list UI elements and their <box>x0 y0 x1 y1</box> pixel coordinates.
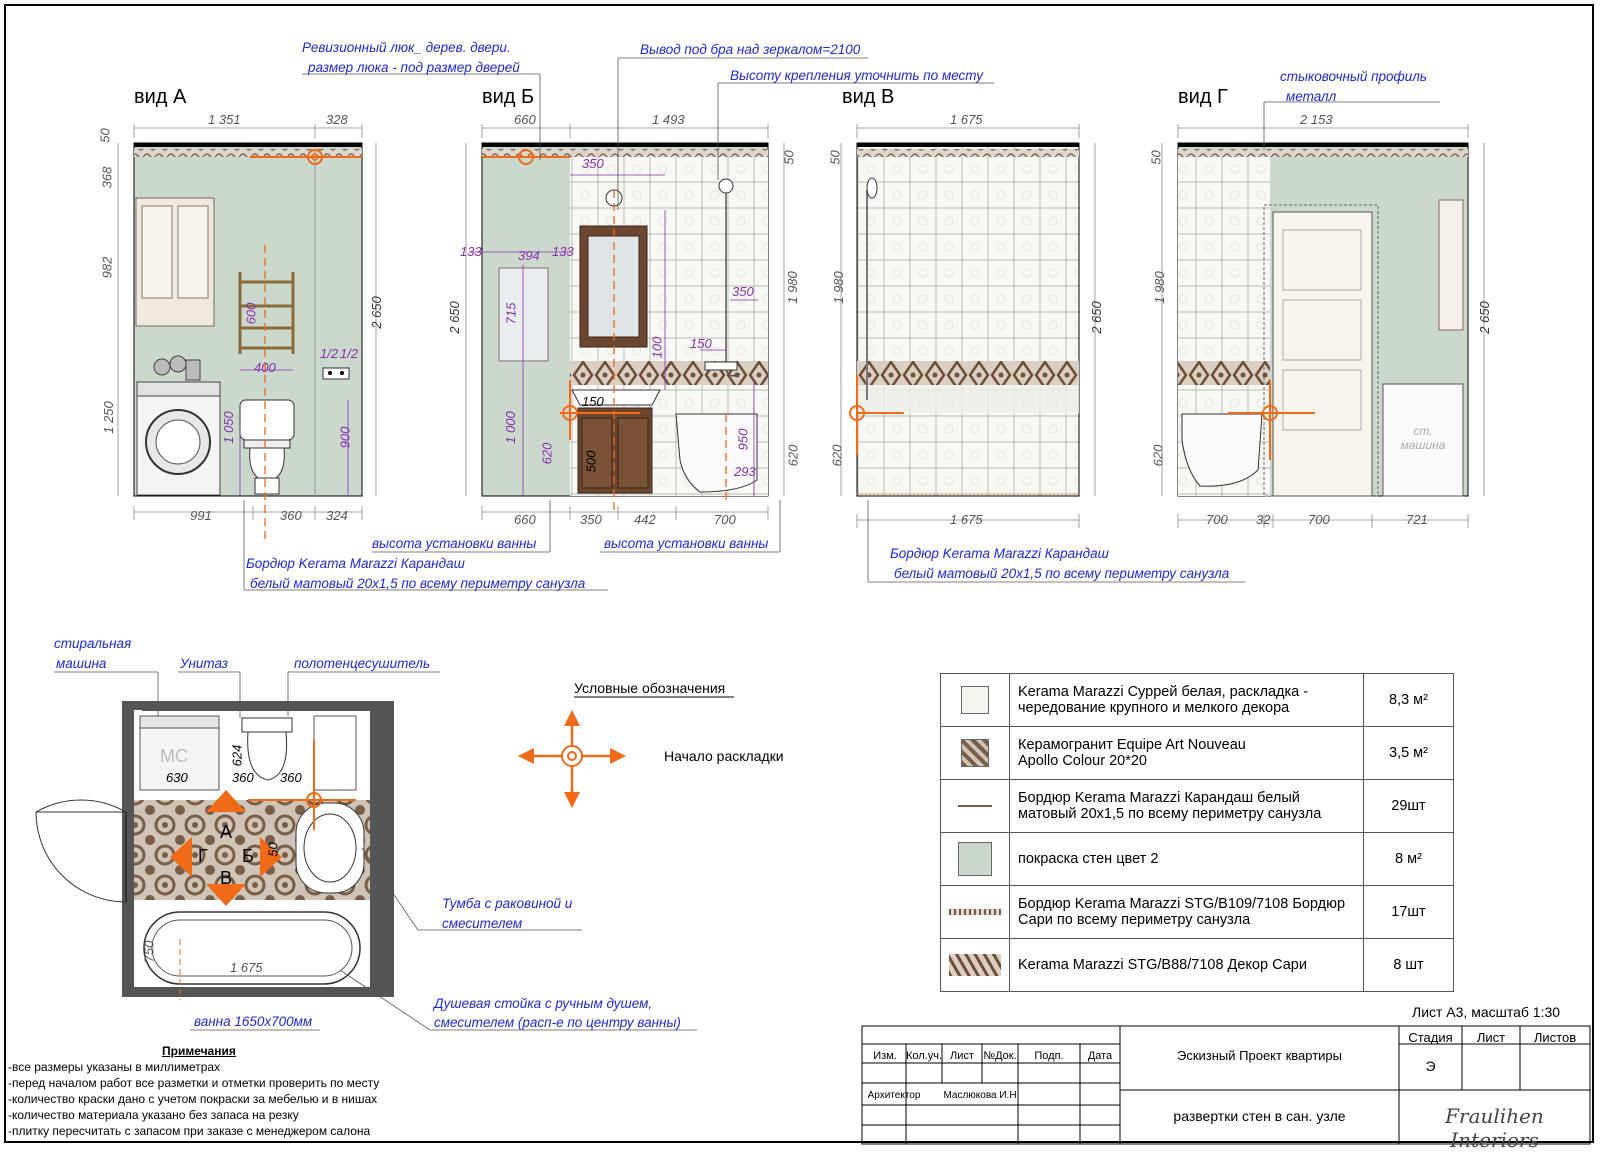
dim-label: 2 650 <box>1476 301 1492 334</box>
annotation-profile-metal: металл <box>1286 89 1337 104</box>
stamp-col: Подп. <box>1034 1050 1064 1062</box>
dim-label: 100 <box>649 336 665 359</box>
dim-label: 700 <box>714 512 736 527</box>
dim-label: 350 <box>580 512 602 527</box>
materials-table <box>940 673 1454 992</box>
note-line: -количество материала указано без запаса на резку <box>8 1108 299 1122</box>
dim-label: 630 <box>166 770 188 785</box>
plan-cabinet-label: Тумба с раковиной и <box>442 896 573 911</box>
dim-label: 50 <box>1148 150 1164 165</box>
dim-label: 600 <box>243 302 259 325</box>
material-row: Kerama Marazzi Суррей белая, раскладка - чередование крупного и мелкого декора 8,3 м² <box>941 674 1454 727</box>
sari-decor-swatch <box>949 954 1001 976</box>
stamp-role: Архитектор <box>867 1090 921 1101</box>
plan-shower-label: Душевая стойка с ручным душем, <box>434 996 653 1011</box>
dim-label: 2 650 <box>1088 301 1104 334</box>
plan-washer-label-2: машина <box>56 656 107 671</box>
material-qty: 29шт <box>1364 780 1454 833</box>
brand-logo: Fraulihen Interiors <box>1445 1104 1544 1152</box>
material-qty: 8,3 м² <box>1364 674 1454 727</box>
dim-label: 700 <box>1308 512 1330 527</box>
view-g-elevation <box>1162 124 1484 528</box>
stamp-col: №Док. <box>983 1050 1017 1062</box>
plan-bath-label: ванна 1650х700мм <box>194 1014 313 1029</box>
note-line: -плитку пересчитать с запасом при заказе с менеджером салона <box>8 1124 371 1138</box>
plan-letter-g: Г <box>198 846 208 866</box>
material-row: Бордюр Kerama Marazzi STG/B109/7108 Бордюр Сари по всему периметру санузла 17шт <box>941 886 1454 939</box>
annotation-hatch: Ревизионный люк_ дерев. двери. <box>302 40 511 55</box>
dim-label: 1 000 <box>502 411 518 444</box>
dim-label: 1 980 <box>784 271 800 304</box>
dim-label: 991 <box>190 508 212 523</box>
dim-label: 360 <box>232 770 254 785</box>
material-qty: 8 м² <box>1364 833 1454 886</box>
dim-label: 150 <box>690 336 712 351</box>
paint-swatch <box>958 842 992 876</box>
stage-header: Стадия <box>1408 1030 1453 1045</box>
bathroom-plan <box>36 672 697 1030</box>
plan-shower-label-2: смесителем (расп-е по центру ванны) <box>434 1015 681 1030</box>
plan-towel-label: полотенцесушитель <box>294 656 431 671</box>
annotation-border: Бордюр Kerama Marazzi Карандаш <box>890 546 1109 561</box>
dim-label: 360 <box>280 508 302 523</box>
dim-label: 2 650 <box>446 301 462 334</box>
dim-label: 982 <box>99 256 115 279</box>
view-a-elevation <box>118 124 376 540</box>
material-qty: 17шт <box>1364 886 1454 939</box>
dim-label: 2 650 <box>368 296 384 329</box>
dim-label: 1 980 <box>830 271 846 304</box>
dim-label: 442 <box>634 512 656 527</box>
dim-label: 620 <box>829 444 845 467</box>
stamp-author: Маслюкова И.Н <box>943 1090 1017 1101</box>
dim-label: 50 <box>97 128 113 143</box>
note-line: -перед началом работ все разметки и отметки проверить по месту <box>8 1076 380 1090</box>
plan-mc-label: МС <box>160 746 188 766</box>
plan-letter-b: Б <box>242 846 254 866</box>
legend-start-label: Начало раскладки <box>664 748 784 764</box>
pencil-border-swatch <box>958 805 992 807</box>
view-v-elevation <box>841 124 1095 528</box>
dim-label: 293 <box>734 464 756 479</box>
dim-label: 715 <box>503 302 519 325</box>
annotation-border-2: белый матовый 20х1,5 по всему периметру санузла <box>894 566 1230 581</box>
dim-label: 700 <box>1206 512 1228 527</box>
dim-label: 1 250 <box>100 401 116 434</box>
dim-label: 950 <box>735 428 751 451</box>
view-b-title: вид Б <box>482 86 535 108</box>
dim-label: 1 675 <box>950 112 983 127</box>
sheet-scale: Лист А3, масштаб 1:30 <box>1412 1004 1561 1020</box>
dim-label: 324 <box>326 508 348 523</box>
dim-label: 620 <box>1150 444 1166 467</box>
plan-cabinet-label-2: смесителем <box>442 916 523 931</box>
dim-label: 1 493 <box>652 112 685 127</box>
sari-border-swatch <box>949 909 1001 915</box>
view-v-title: вид В <box>842 86 895 108</box>
annotation-hatch-size: размер люка - под размер дверей <box>308 60 520 75</box>
material-row: Kerama Marazzi STG/B88/7108 Декор Сари 8 шт <box>941 939 1454 992</box>
annotation-border: Бордюр Kerama Marazzi Карандаш <box>246 556 465 571</box>
dim-label: 1 675 <box>950 512 983 527</box>
material-row: Бордюр Kerama Marazzi Карандаш белый матовый 20х1,5 по всему периметру санузла 29шт <box>941 780 1454 833</box>
dim-label: 1 351 <box>208 112 241 127</box>
dim-label: 350 <box>732 284 754 299</box>
sheet-header: Лист <box>1476 1030 1506 1045</box>
note-line: -количество краски дано с учетом покраски за мебелью и в нишах <box>8 1092 378 1106</box>
tile-swatch <box>961 686 989 714</box>
stamp-col: Дата <box>1087 1050 1113 1062</box>
dim-label: 360 <box>280 770 302 785</box>
stamp-col: Лист <box>950 1050 974 1062</box>
material-row: покраска стен цвет 2 8 м² <box>941 833 1454 886</box>
dim-label: 900 <box>337 426 353 449</box>
dim-label: 350 <box>582 156 604 171</box>
view-a-title: вид А <box>134 86 187 108</box>
dim-label: 400 <box>254 360 276 375</box>
material-qty: 8 шт <box>1364 939 1454 992</box>
dim-label: 1/2 <box>320 346 339 361</box>
dim-label: 660 <box>514 512 536 527</box>
dim-label: 1 675 <box>230 960 263 975</box>
dim-label: 1 980 <box>1151 271 1167 304</box>
annotation-height: Высоту крепления уточнить по месту <box>730 68 983 83</box>
dim-label: 1/2 <box>340 346 359 361</box>
annotation-bath-height: высота установки ванны <box>372 536 537 551</box>
project-title: Эскизный Проект квартиры <box>1177 1048 1342 1063</box>
material-row: Керамогранит Equipe Art Nouveau Apollo Colour 20*20 3,5 м² <box>941 727 1454 780</box>
stamp-col: Кол.уч. <box>906 1050 943 1062</box>
dim-label: 2 153 <box>1300 112 1333 127</box>
annotation-border-2: белый матовый 20х1,5 по всему периметру санузла <box>250 576 586 591</box>
plan-washer-label: стиральная <box>54 636 132 651</box>
dim-label: 750 <box>141 940 157 963</box>
dim-label: 394 <box>518 248 540 263</box>
dim-label: 328 <box>326 112 348 127</box>
dim-label: 624 <box>229 744 245 767</box>
drawing-title: развертки стен в сан. узле <box>1173 1108 1346 1124</box>
dim-label: 150 <box>582 394 604 409</box>
plan-letter-v: В <box>220 868 233 888</box>
notes-title: Примечания <box>162 1044 236 1058</box>
dim-label: 721 <box>1406 512 1428 527</box>
sheets-header: Листов <box>1533 1030 1577 1045</box>
annotation-bath-height: высота установки ванны <box>604 536 769 551</box>
dim-label: 50 <box>265 842 281 857</box>
annotation-sconce: Вывод под бра над зеркалом=2100 <box>640 42 861 57</box>
plan-letter-a: А <box>220 822 233 842</box>
view-g-title: вид Г <box>1178 86 1228 108</box>
dim-label: 133 <box>460 244 482 259</box>
dim-label: 620 <box>539 442 555 465</box>
dim-label: 368 <box>99 166 115 189</box>
dim-label: 660 <box>514 112 536 127</box>
dim-label: 50 <box>781 150 797 165</box>
dim-label: 500 <box>583 450 599 473</box>
stamp-col: Изм. <box>873 1050 897 1062</box>
annotation-profile: стыковочный профиль <box>1280 69 1428 84</box>
porcelain-swatch <box>961 739 989 767</box>
dim-label: 620 <box>785 444 801 467</box>
dim-label: 50 <box>827 150 843 165</box>
dim-label: 1 050 <box>220 411 236 444</box>
dim-label: 133 <box>552 244 574 259</box>
material-qty: 3,5 м² <box>1364 727 1454 780</box>
stage-value: Э <box>1425 1058 1436 1074</box>
note-line: -все размеры указаны в миллиметрах <box>8 1060 221 1074</box>
dim-label: 32 <box>1256 512 1271 527</box>
washer-label: ст. машина <box>1400 424 1446 452</box>
plan-toilet-label: Унитаз <box>180 656 228 671</box>
legend-title: Условные обозначения <box>574 680 726 696</box>
